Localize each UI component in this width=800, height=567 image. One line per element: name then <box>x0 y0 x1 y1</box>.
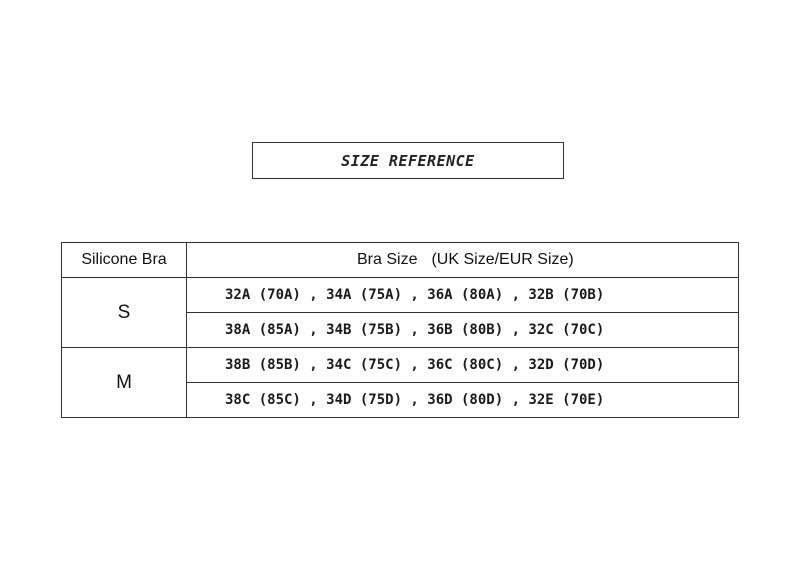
silicone-bra-size-m: M <box>62 348 187 418</box>
silicone-bra-size-s: S <box>62 278 187 348</box>
bra-size-list: 38C (85C) , 34D (75D) , 36D (80D) , 32E (70E) <box>187 383 739 418</box>
page-title: SIZE REFERENCE <box>341 151 475 170</box>
table-row <box>62 348 739 383</box>
column-header-silicone-bra: Silicone Bra <box>62 243 187 278</box>
column-header-bra-size-sub: (UK Size/EUR Size) <box>431 251 574 268</box>
column-header-bra-size-main: Bra Size <box>357 251 418 268</box>
bra-size-list: 38A (85A) , 34B (75B) , 36B (80B) , 32C (70C) <box>187 313 739 348</box>
size-reference-table <box>61 242 739 418</box>
column-header-bra-size <box>187 243 739 278</box>
bra-size-list: 38B (85B) , 34C (75C) , 36C (80C) , 32D (70D) <box>187 348 739 383</box>
table-header-row <box>62 243 739 278</box>
size-reference-title-box <box>252 142 564 179</box>
table-row <box>62 278 739 313</box>
bra-size-list: 32A (70A) , 34A (75A) , 36A (80A) , 32B (70B) <box>187 278 739 313</box>
